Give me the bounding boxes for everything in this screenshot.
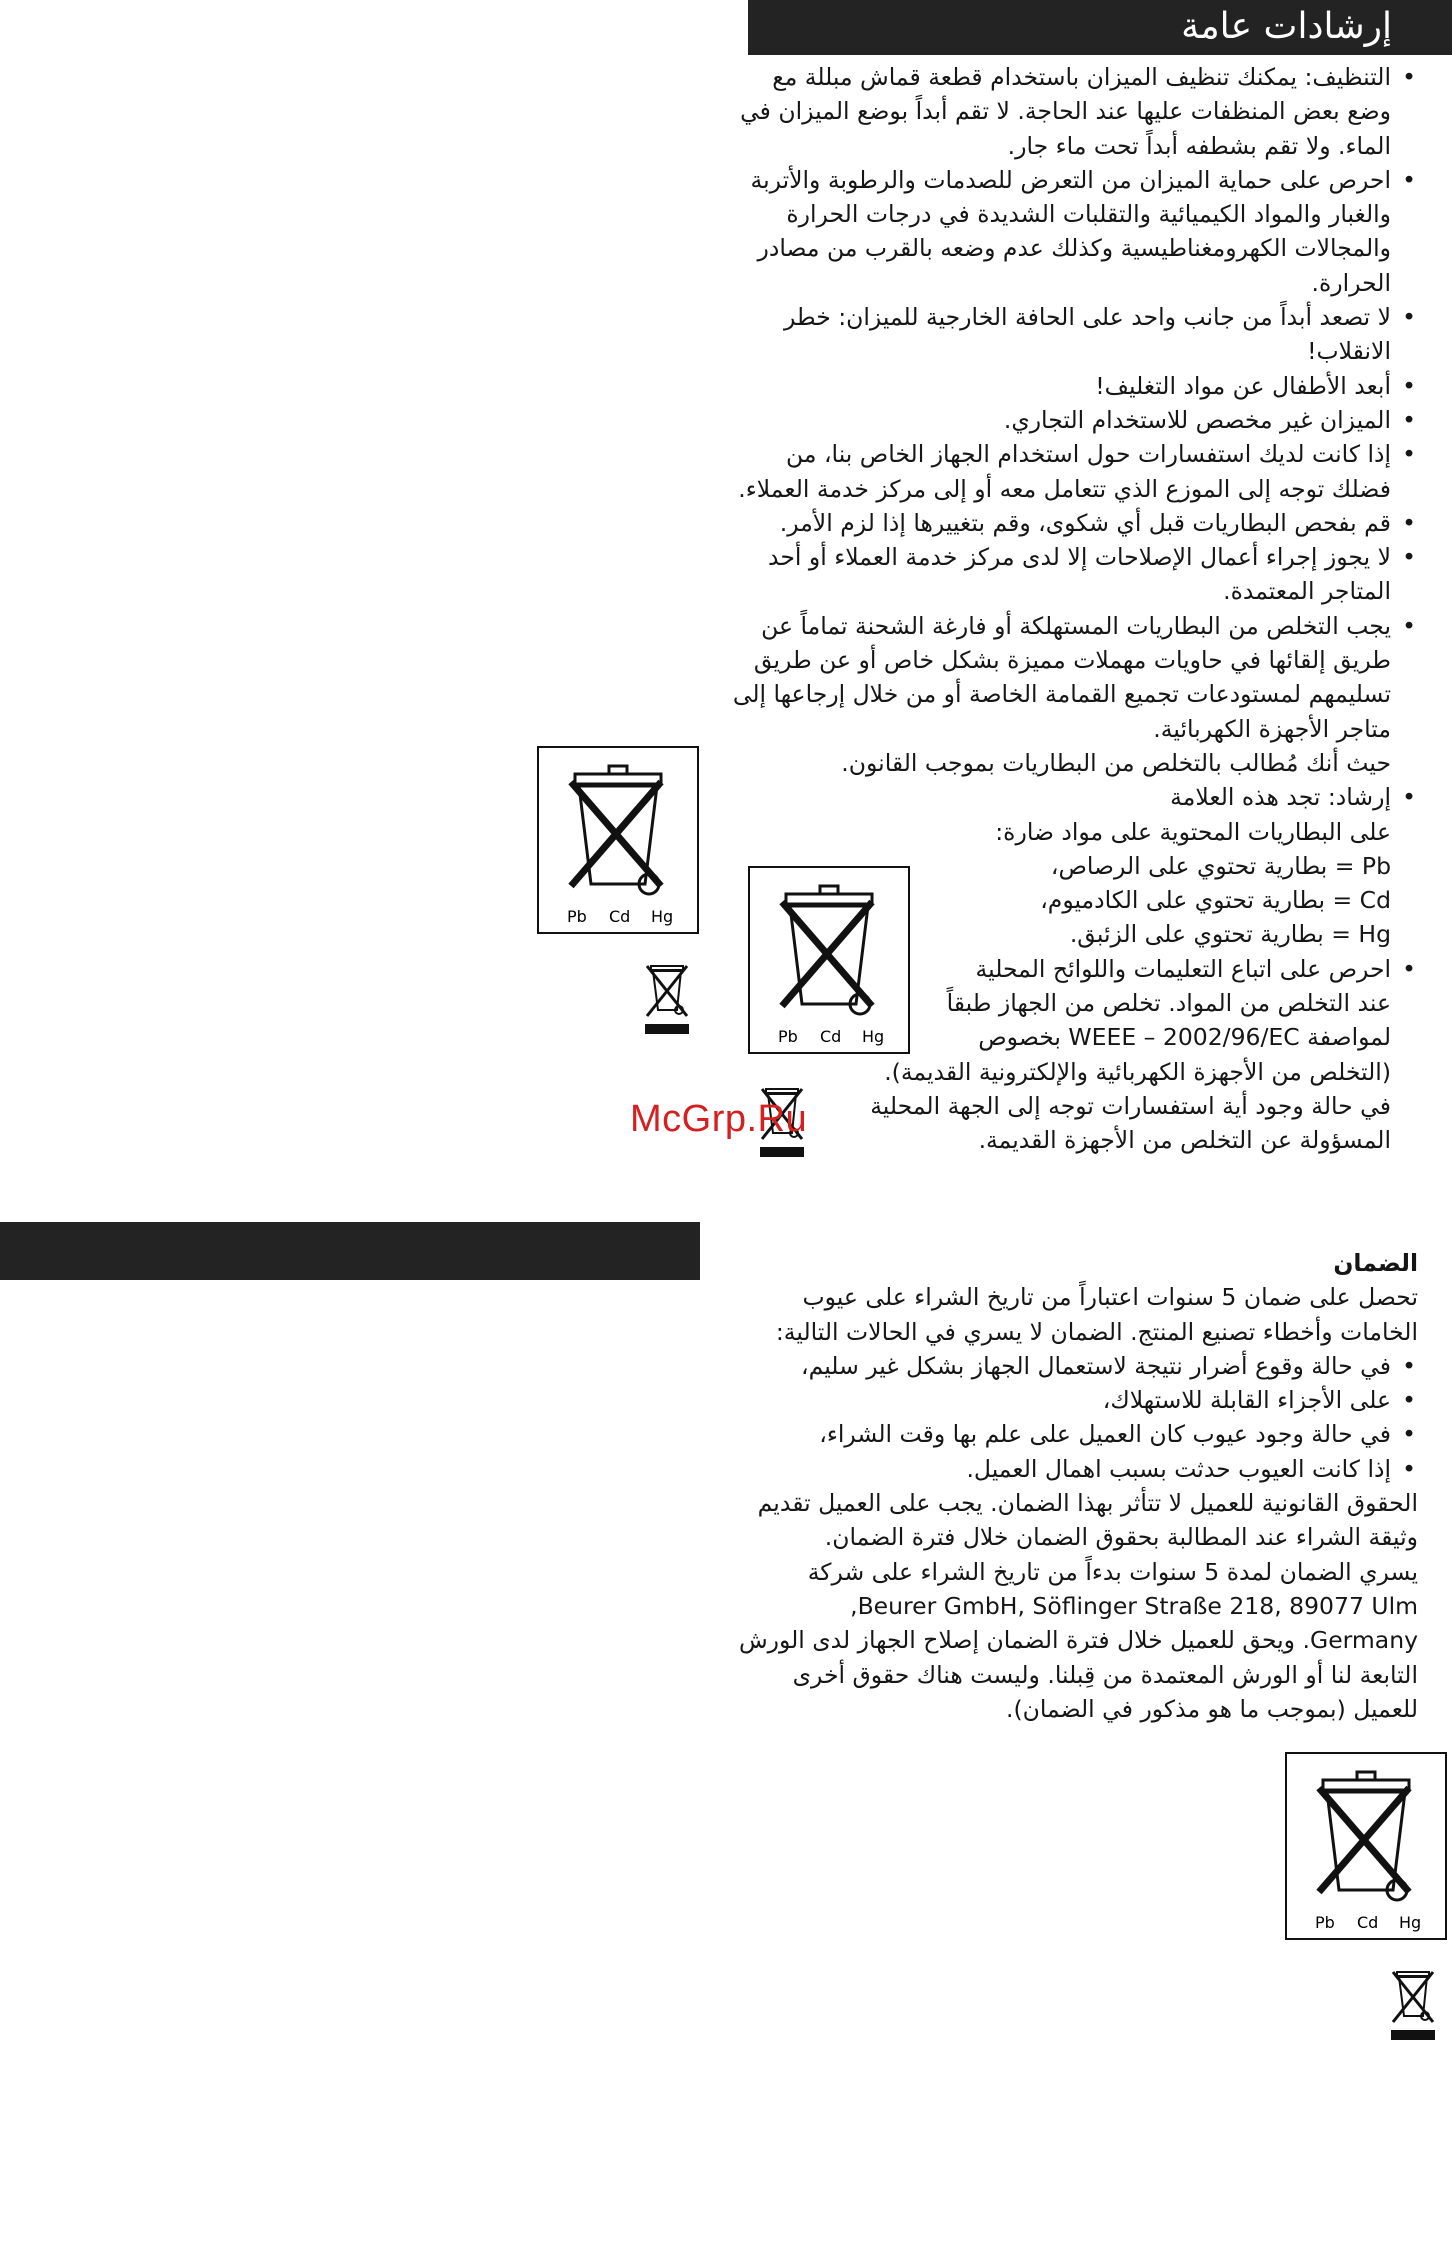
note-pb: Pb = بطارية تحتوي على الرصاص، bbox=[1050, 851, 1391, 880]
list-item: • قم بفحص البطاريات قبل أي شكوى، وقم بتغييرها إذا لزم الأمر. bbox=[779, 508, 1416, 537]
list-item: • لا تصعد أبداً من جانب واحد على الحافة الخارجية للميزان: خطر الانقلاب! bbox=[783, 303, 1416, 366]
weee-bin-icon bbox=[637, 954, 697, 1038]
svg-text:Hg: Hg bbox=[862, 1027, 885, 1046]
svg-text:Pb: Pb bbox=[567, 907, 587, 926]
warranty-validity-2: Beurer GmbH, Söflinger Straße 218, 89077 Ulm, bbox=[850, 1591, 1418, 1620]
item-disposal: يجب التخلص من البطاريات المستهلكة أو فارغة الشحنة تماماً عن طريق إلقائها في حاويات مهملات مميزة بشكل خاص أو عن طريق تسليمهم لمستودعات تجميع القمامة الخاصة أو من خلال إرجاعها إلى متاجر الأجهزة الكهربائية. bbox=[732, 611, 1391, 743]
item-children: أبعد الأطفال عن مواد التغليف! bbox=[1095, 371, 1391, 400]
note-mark: إرشاد: تجد هذه العلامة bbox=[1170, 783, 1391, 812]
list-item: • في حالة وقوع أضرار نتيجة لاستعمال الجهاز بشكل غير سليم، bbox=[800, 1351, 1416, 1380]
svg-text:Pb: Pb bbox=[778, 1027, 798, 1046]
weee-line-1: احرص على اتباع التعليمات واللوائح المحلية bbox=[975, 954, 1391, 983]
warranty-heading: الضمان bbox=[1333, 1249, 1418, 1277]
item-batteries-check: قم بفحص البطاريات قبل أي شكوى، وقم بتغييرها إذا لزم الأمر. bbox=[779, 508, 1391, 537]
list-item: • احرص على حماية الميزان من التعرض للصدمات والرطوبة والأتربة والغبار والمواد الكيميائية والتقلبات الشديدة في درجات الحرارة والمجالات الكهرومغناطيسية وكذلك عدم وضعه بالقرب من مصادر الحرارة. bbox=[750, 165, 1416, 297]
item-disposal-law: حيث أنك مُطالب بالتخلص من البطاريات بموجب القانون. bbox=[841, 748, 1391, 777]
crossed-bin-icon bbox=[748, 866, 910, 1054]
list-item: • يجب التخلص من البطاريات المستهلكة أو فارغة الشحنة تماماً عن طريق إلقائها في حاويات مهملات مميزة بشكل خاص أو عن طريق تسليمهم لمستودعات تجميع القمامة الخاصة أو من خلال إرجاعها إلى متاجر الأجهزة الكهربائية. حيث أنك مُطالب بالتخلص من البطاريات بموجب القانون. bbox=[723, 609, 1418, 780]
svg-text:Pb: Pb bbox=[1315, 1913, 1335, 1932]
svg-text:Hg: Hg bbox=[651, 907, 674, 926]
section-title: إرشادات عامة bbox=[1181, 6, 1392, 47]
note-cd: Cd = بطارية تحتوي على الكادميوم، bbox=[1040, 886, 1391, 915]
warranty-legal: الحقوق القانونية للعميل لا تتأثر بهذا الضمان. يجب على العميل تقديم وثيقة الشراء عند المطالبة بحقوق الضمان خلال فترة الضمان. bbox=[757, 1489, 1418, 1552]
weee-symbol bbox=[1383, 1960, 1443, 2044]
weee-symbol bbox=[637, 954, 697, 1038]
list-item: • الميزان غير مخصص للاستخدام التجاري. bbox=[1003, 405, 1416, 434]
list-item: • احرص على اتباع التعليمات واللوائح المحلية عند التخلص من المواد. تخلص من الجهاز طبقاً لمواصفة WEEE – 2002/96/EC بخصوص (التخلص من الأجهزة الكهربائية والإلكترونية القديمة). في حالة وجود أية استفسارات توجه إلى الجهة المحلية المسؤولة عن التخلص من الأجهزة القديمة. bbox=[723, 952, 1418, 1158]
warranty-section bbox=[723, 1246, 1418, 1726]
list-item: • في حالة وجود عيوب كان العميل على علم بها وقت الشراء، bbox=[819, 1420, 1416, 1449]
weee-line-5: في حالة وجود أية استفسارات توجه إلى الجهة المحلية bbox=[870, 1091, 1391, 1120]
weee-bin-icon bbox=[1383, 1960, 1443, 2044]
crossed-bin-icon bbox=[1285, 1752, 1447, 1940]
item-repairs: لا يجوز إجراء أعمال الإصلاحات إلا لدى مركز خدمة العملاء أو أحد المتاجر المعتمدة. bbox=[768, 543, 1391, 606]
item-not-commercial: الميزان غير مخصص للاستخدام التجاري. bbox=[1003, 405, 1391, 434]
svg-text:Hg: Hg bbox=[1399, 1913, 1422, 1932]
warranty-cases bbox=[723, 1349, 1418, 1486]
list-item: • إذا كانت لديك استفسارات حول استخدام الجهاز الخاص بنا، من فضلك توجه إلى الموزع الذي تتعامل معه أو إلى مركز خدمة العملاء. bbox=[738, 440, 1416, 503]
battery-disposal-symbol bbox=[537, 746, 699, 934]
section-title-bar bbox=[748, 0, 1452, 55]
list-item: • على الأجزاء القابلة للاستهلاك، bbox=[1102, 1386, 1416, 1415]
battery-disposal-symbol bbox=[748, 866, 910, 1054]
list-item: • أبعد الأطفال عن مواد التغليف! bbox=[1095, 371, 1416, 400]
crossed-bin-icon bbox=[537, 746, 699, 934]
note-harmful: على البطاريات المحتوية على مواد ضارة: bbox=[995, 817, 1391, 846]
weee-line-2: عند التخلص من المواد. تخلص من الجهاز طبقاً bbox=[946, 989, 1391, 1018]
left-divider-bar bbox=[0, 1222, 700, 1280]
list-item: • إذا كانت العيوب حدثت بسبب اهمال العميل. bbox=[966, 1454, 1416, 1483]
weee-line-6: المسؤولة عن التخلص من الأجهزة القديمة. bbox=[978, 1126, 1391, 1155]
weee-line-3: لمواصفة WEEE – 2002/96/EC بخصوص bbox=[978, 1023, 1391, 1052]
list-item: • التنظيف: يمكنك تنظيف الميزان باستخدام قطعة قماش مبللة مع وضع بعض المنظفات عليها عند الحاجة. لا تقم أبداً بوضع الميزان في الماء. ولا تقم بشطفه أبداً تحت ماء جار. bbox=[740, 63, 1416, 160]
item-cleaning: التنظيف: يمكنك تنظيف الميزان باستخدام قطعة قماش مبللة مع وضع بعض المنظفات عليها عند الحاجة. لا تقم أبداً بوضع الميزان في الماء. ولا تقم بشطفه أبداً تحت ماء جار. bbox=[740, 63, 1391, 160]
warranty-validity-1: يسري الضمان لمدة 5 سنوات بدءاً من تاريخ الشراء على شركة bbox=[807, 1557, 1418, 1586]
warranty-intro: تحصل على ضمان 5 سنوات اعتباراً من تاريخ الشراء على عيوب الخامات وأخطاء تصنيع المنتج. الضمان لا يسري في الحالات التالية: bbox=[775, 1283, 1418, 1346]
svg-text:Cd: Cd bbox=[820, 1027, 842, 1046]
svg-text:Cd: Cd bbox=[609, 907, 631, 926]
item-protect: احرص على حماية الميزان من التعرض للصدمات والرطوبة والأتربة والغبار والمواد الكيميائية والتقلبات الشديدة في درجات الحرارة والمجالات الكهرومغناطيسية وكذلك عدم وضعه بالقرب من مصادر الحرارة. bbox=[750, 165, 1391, 297]
list-item: • لا يجوز إجراء أعمال الإصلاحات إلا لدى مركز خدمة العملاء أو أحد المتاجر المعتمدة. bbox=[768, 543, 1416, 606]
item-questions: إذا كانت لديك استفسارات حول استخدام الجهاز الخاص بنا، من فضلك توجه إلى الموزع الذي تتعامل معه أو إلى مركز خدمة العملاء. bbox=[738, 440, 1391, 503]
warranty-validity-3: Germany. ويحق للعميل خلال فترة الضمان إصلاح الجهاز لدى الورش التابعة لنا أو الورش المعتمدة من قِبلنا. وليست هناك حقوق أخرى للعميل (بموجب ما هو مذكور في الضمان). bbox=[738, 1626, 1418, 1723]
battery-disposal-symbol bbox=[1285, 1752, 1447, 1940]
weee-line-4: (التخلص من الأجهزة الكهربائية والإلكترونية القديمة). bbox=[884, 1057, 1391, 1086]
note-hg: Hg = بطارية تحتوي على الزئبق. bbox=[1069, 920, 1391, 949]
svg-text:Cd: Cd bbox=[1357, 1913, 1379, 1932]
list-item: • إرشاد: تجد هذه العلامة على البطاريات المحتوية على مواد ضارة: Pb = بطارية تحتوي على الرصاص، Cd = بطارية تحتوي على الكادميوم، Hg = بطارية تحتوي على الزئبق. bbox=[723, 780, 1418, 951]
item-no-step: لا تصعد أبداً من جانب واحد على الحافة الخارجية للميزان: خطر الانقلاب! bbox=[783, 303, 1391, 366]
watermark-text: McGrp.Ru bbox=[630, 1098, 808, 1140]
